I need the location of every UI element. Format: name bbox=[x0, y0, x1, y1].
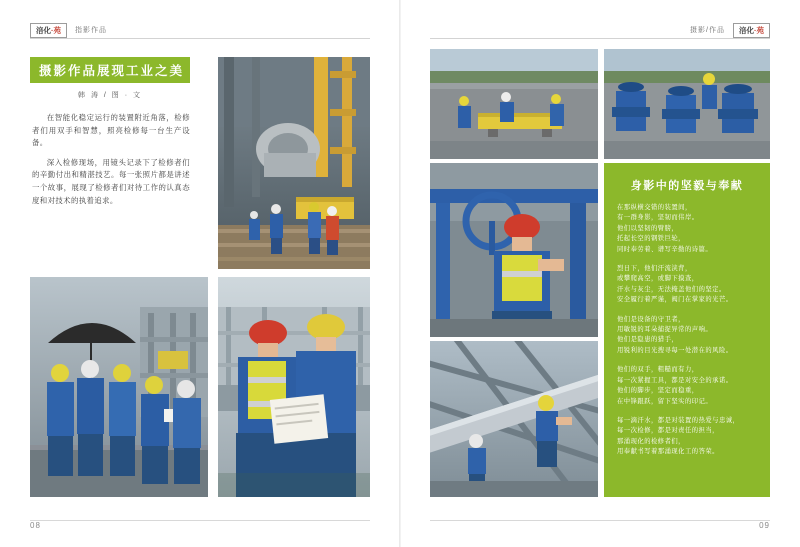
poem-line: 他们的双手，粗糙而有力， bbox=[617, 366, 699, 374]
photo-umbrella-team bbox=[30, 277, 208, 497]
poem-panel bbox=[604, 163, 770, 497]
poem-line: 在中锋跟跃，留下坚实的印记。 bbox=[617, 397, 713, 405]
poem-stanza bbox=[617, 203, 757, 255]
article-lead-text bbox=[32, 112, 190, 214]
poem-stanza bbox=[617, 264, 757, 306]
footer-rule-left bbox=[30, 520, 370, 521]
spread-gutter bbox=[399, 0, 401, 547]
photo-two-workers-docs-image bbox=[218, 277, 370, 497]
page-title: 摄影作品展现工业之美 bbox=[39, 64, 185, 78]
logo-main-text-right: 涪化 bbox=[739, 25, 754, 35]
article-paragraph: 在智能化稳定运行的装置附近角落，检修者们用双手和智慧，照亮检修每一台生产设备。 bbox=[32, 113, 190, 148]
article-byline: 韩 涛 / 图 · 文 bbox=[78, 92, 142, 99]
poem-line: 那涌现化的检修者们， bbox=[617, 437, 685, 445]
header-rule-left bbox=[30, 38, 370, 39]
header-left bbox=[30, 22, 107, 38]
poem-line: 托起长空的钢铁巨轮， bbox=[617, 235, 685, 243]
poem-line: 用敏锐的耳朵捕捉异常的声响。 bbox=[617, 326, 713, 334]
poem-line: 安全履行着严谨，阀门在掌家的光芒。 bbox=[617, 296, 733, 304]
photo-valve-handwheel bbox=[430, 163, 598, 337]
poem-line: 或攀爬高空，或脚下摸查， bbox=[617, 275, 699, 283]
header-rule-right bbox=[430, 38, 770, 39]
logo-main-text: 涪化 bbox=[36, 25, 51, 35]
poem-stanza bbox=[617, 365, 757, 407]
poem-line: 每一次紧握工具，都是对安全的承诺。 bbox=[617, 376, 733, 384]
photo-yellow-platform bbox=[430, 49, 598, 159]
poem-line: 每一滴汗水，都是对装置的热爱与忠诚， bbox=[617, 416, 740, 424]
poem-line: 用奉献书写着那涌现化工的答荣。 bbox=[617, 448, 719, 456]
logo-accent-text-right: ·苑 bbox=[754, 25, 764, 35]
photo-scaffold-pipe bbox=[430, 341, 598, 497]
article-paragraph: 深入检修现场，用镜头记录下了检修者们的辛勤付出和精湛技艺。每一张照片都是讲述一个故事，展现了检修者们对待工作的认真态度和对技术的执着追求。 bbox=[32, 157, 190, 205]
photo-blue-valve-row bbox=[604, 49, 770, 159]
photo-two-workers-docs bbox=[218, 277, 370, 497]
poem-title: 身影中的坚毅与奉献 bbox=[630, 180, 744, 192]
poem-line: 汗水与灰尘，无法掩盖他们的坚定。 bbox=[617, 285, 726, 293]
photo-tower-assembly bbox=[218, 57, 370, 269]
poem-line: 每一次检修，都是对责任的担当， bbox=[617, 427, 719, 435]
poem-line: 他们是隐患的猎手， bbox=[617, 336, 679, 344]
article-title-bar bbox=[30, 57, 190, 83]
page-number-right: 09 bbox=[759, 521, 770, 530]
poem-stanza bbox=[617, 416, 757, 458]
photo-blue-valve-row-image bbox=[604, 49, 770, 159]
poem-line: 同时奉劳着、谱写辛勤的诗篇。 bbox=[617, 245, 713, 253]
header-section-left: 指影作品 bbox=[75, 27, 107, 34]
header-section-right: 摄影/作品 bbox=[690, 27, 725, 34]
photo-umbrella-team-image bbox=[30, 277, 208, 497]
poem-line: 他们是设备的守卫者， bbox=[617, 315, 685, 323]
footer-rule-right bbox=[430, 520, 770, 521]
photo-scaffold-pipe-image bbox=[430, 341, 598, 497]
photo-valve-handwheel-image bbox=[430, 163, 598, 337]
logo-accent-text: ·苑 bbox=[51, 25, 61, 35]
header-right bbox=[690, 22, 770, 38]
poem-line: 在那纵横交错的装置间， bbox=[617, 204, 692, 211]
photo-yellow-platform-image bbox=[430, 49, 598, 159]
poem-line: 他们以坚韧的臂膀， bbox=[617, 224, 679, 232]
poem-line: 烈日下，他们汗流浃背， bbox=[617, 265, 692, 273]
poem-line: 用锐利的目光搜寻每一处潜在的风险。 bbox=[617, 346, 733, 354]
poem-stanza bbox=[617, 315, 757, 357]
poem-line: 有一群身影，坚韧而伟岸。 bbox=[617, 214, 699, 222]
page-number-left: 08 bbox=[30, 521, 41, 530]
masthead-logo-right bbox=[733, 23, 770, 38]
poem-line: 他们的脚步，坚定而稳重， bbox=[617, 387, 699, 395]
masthead-logo-left bbox=[30, 23, 67, 38]
photo-tower-assembly-image bbox=[218, 57, 370, 269]
